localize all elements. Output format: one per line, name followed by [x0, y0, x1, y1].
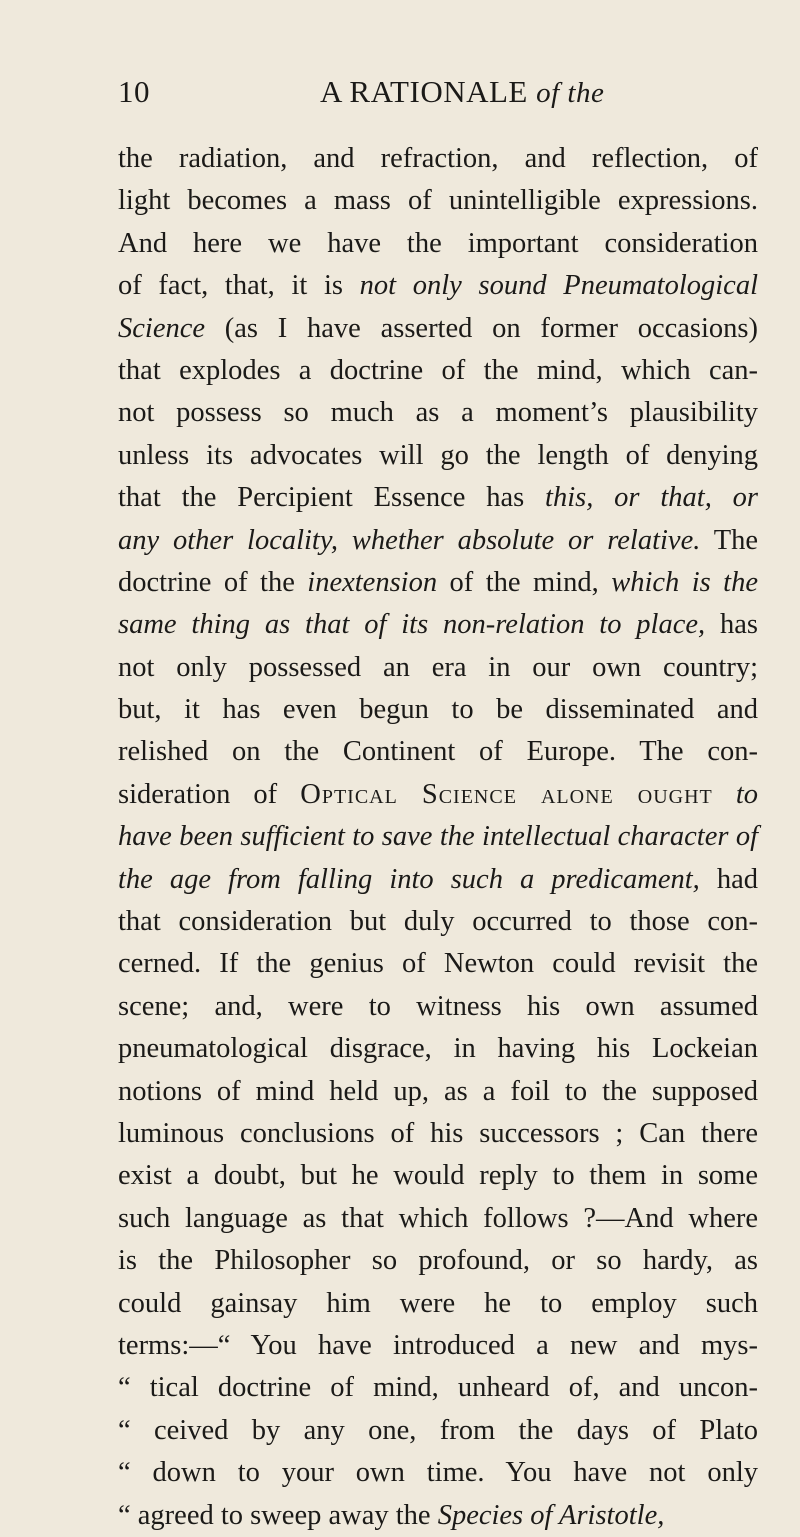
text-line: [118, 392, 758, 434]
text-run: but, it has even begun to be disseminated and: [118, 694, 758, 726]
text-line: [118, 943, 758, 985]
text-run: not only possessed an era in our own country;: [118, 651, 758, 683]
text-line: [118, 477, 758, 519]
text-run: has: [705, 609, 758, 641]
text-run: of fact, that, it is: [118, 270, 360, 302]
text-line: [118, 774, 758, 816]
text-line: [118, 223, 758, 265]
text-line: [118, 731, 758, 773]
italic-text: to: [712, 778, 758, 810]
text-run: unless its advocates will go the length of denying: [118, 439, 758, 471]
text-line: [118, 1452, 758, 1494]
text-run: “ agreed to sweep away the: [118, 1499, 438, 1531]
text-run: doctrine of the: [118, 566, 308, 598]
text-run: such language as that which follows ?—And where: [118, 1202, 758, 1234]
text-line: [118, 816, 758, 858]
italic-text: not only sound Pneumatological: [359, 270, 758, 302]
text-line: [118, 435, 758, 477]
text-run: of the mind,: [437, 566, 612, 598]
text-run: could gainsay him were he to employ such: [118, 1287, 758, 1319]
running-header: [118, 74, 758, 114]
running-title-italic: of the: [536, 77, 605, 109]
text-line: [118, 138, 758, 180]
text-line: [118, 562, 758, 604]
text-run: relished on the Continent of Europe. The con-: [118, 736, 758, 768]
italic-text: any other locality, whether absolute or relative.: [118, 524, 701, 556]
text-run: had: [699, 863, 759, 895]
running-title-main: A RATIONALE: [320, 74, 528, 109]
text-line: [118, 1325, 758, 1367]
text-run: “ ceived by any one, from the days of Plato: [118, 1414, 758, 1446]
page-number: 10: [118, 74, 150, 109]
text-line: [118, 647, 758, 689]
text-line: [118, 308, 758, 350]
text-run: The: [700, 524, 758, 556]
italic-text: which is the: [611, 566, 758, 598]
text-line: [118, 986, 758, 1028]
text-line: [118, 1410, 758, 1452]
text-run: not possess so much as a moment’s plausibility: [118, 397, 758, 429]
text-run: scene; and, were to witness his own assumed: [118, 990, 758, 1022]
running-title: [320, 74, 604, 110]
text-run: “ down to your own time. You have not only: [118, 1457, 758, 1489]
text-run: “ tical doctrine of mind, unheard of, and uncon-: [118, 1372, 758, 1404]
text-line: [118, 520, 758, 562]
text-line: [118, 1028, 758, 1070]
text-run: that the Percipient Essence has: [118, 482, 546, 514]
text-run: sideration of: [118, 778, 301, 810]
italic-text: inextension: [307, 566, 438, 598]
italic-text: this, or that, or: [545, 482, 758, 514]
italic-text: same thing as that of its non-relation to place,: [118, 609, 706, 641]
text-line: [118, 689, 758, 731]
page-body-text: [118, 138, 758, 1537]
text-run: cerned. If the genius of Newton could revisit the: [118, 948, 758, 980]
text-run: light becomes a mass of unintelligible expressions.: [118, 185, 758, 217]
text-run: terms:—“ You have introduced a new and mys-: [118, 1329, 758, 1361]
text-line: [118, 604, 758, 646]
text-run: the radiation, and refraction, and reflection, of: [118, 143, 758, 174]
text-run: (as I have asserted on former occasions): [205, 312, 758, 344]
text-line: [118, 265, 758, 307]
italic-text: Species of Aristotle,: [437, 1499, 665, 1531]
text-line: [118, 1240, 758, 1282]
text-line: [118, 1155, 758, 1197]
text-line: [118, 901, 758, 943]
text-run: pneumatological disgrace, in having his Lockeian: [118, 1033, 758, 1065]
italic-text: Science: [118, 312, 206, 344]
text-line: [118, 1198, 758, 1240]
text-run: exist a doubt, but he would reply to them in some: [118, 1160, 758, 1192]
text-run: that consideration but duly occurred to those con-: [118, 906, 758, 938]
text-line: [118, 1071, 758, 1113]
text-line: [118, 180, 758, 222]
text-run: is the Philosopher so profound, or so hardy, as: [118, 1245, 758, 1277]
text-line: [118, 1113, 758, 1155]
text-line: [118, 1495, 758, 1537]
text-run: notions of mind held up, as a foil to the supposed: [118, 1075, 758, 1107]
italic-text: the age from falling into such a predicament,: [118, 863, 700, 895]
text-run: And here we have the important consideration: [118, 227, 758, 259]
small-caps-text: Optical Science alone ought: [300, 778, 713, 810]
text-run: luminous conclusions of his successors ; Can there: [118, 1117, 758, 1149]
italic-text: have been sufficient to save the intellectual character of: [118, 821, 758, 853]
text-run: that explodes a doctrine of the mind, which can-: [118, 354, 758, 386]
text-line: [118, 1367, 758, 1409]
text-line: [118, 859, 758, 901]
text-line: [118, 1283, 758, 1325]
text-line: [118, 350, 758, 392]
